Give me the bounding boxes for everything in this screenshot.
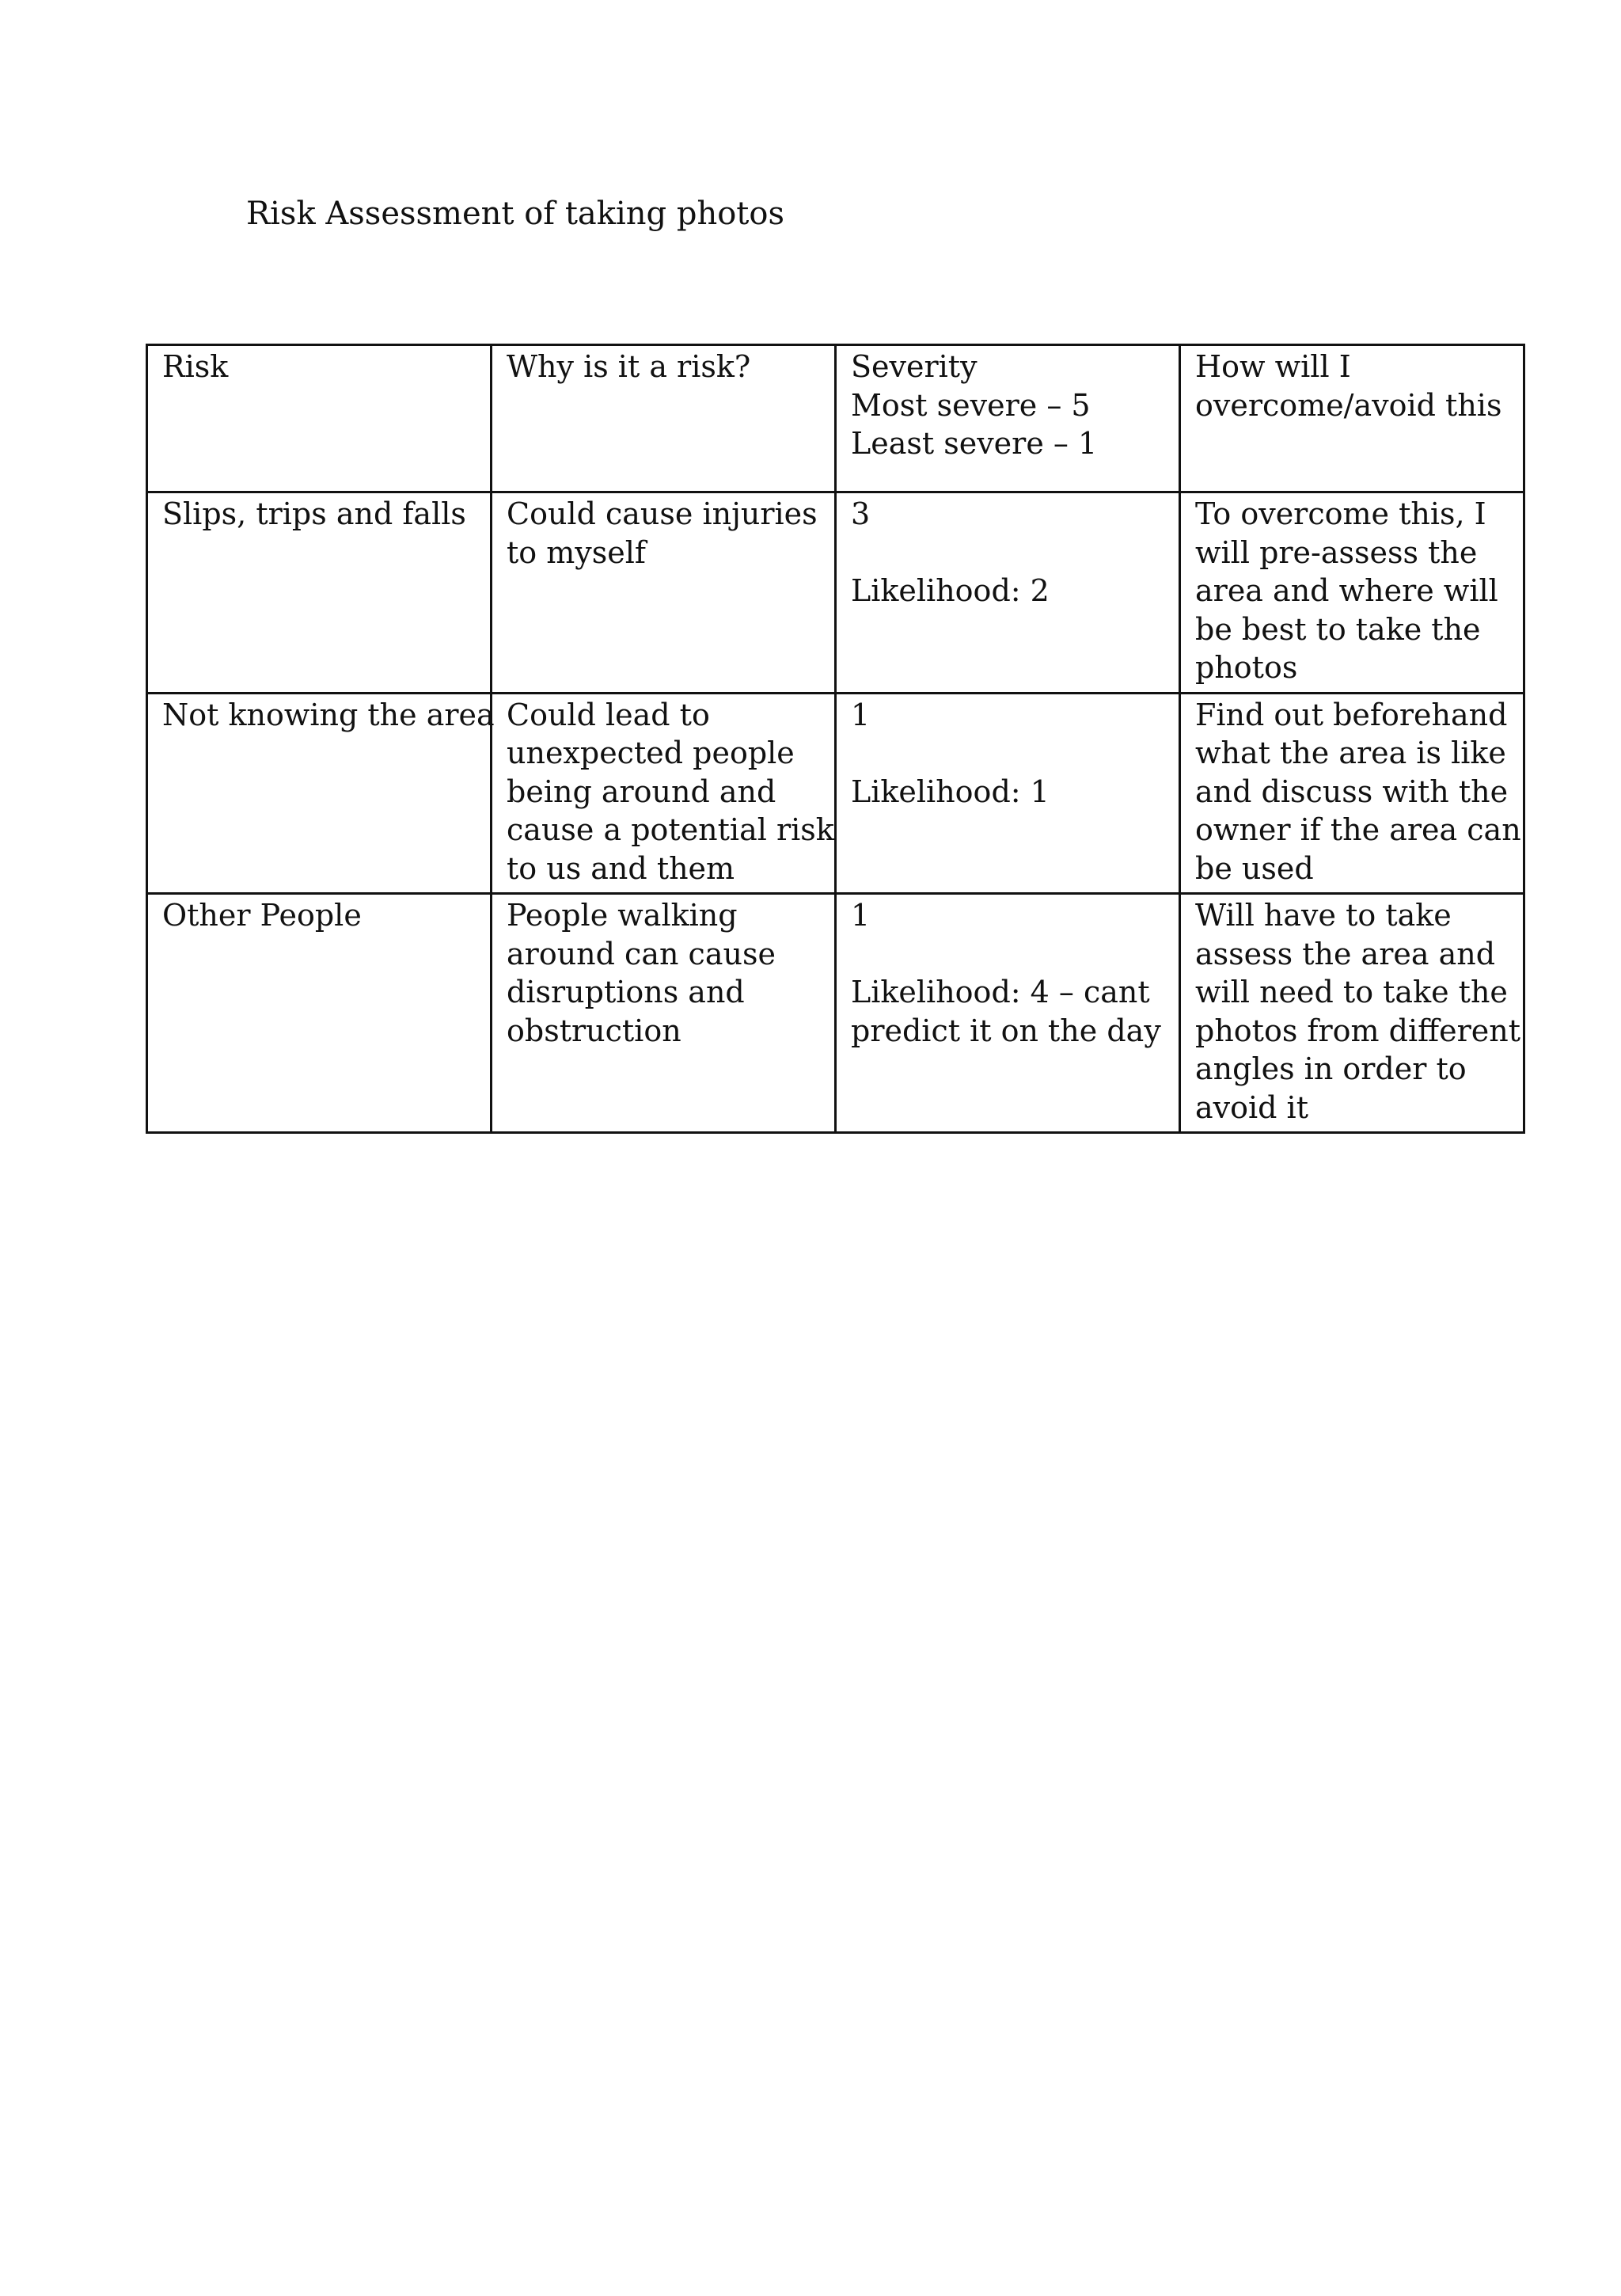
table-row	[147, 492, 1524, 694]
cell-overcome: To overcome this, I will pre-assess the area and where will be best to take the photos	[1180, 492, 1524, 694]
cell-why: People walking around can cause disruptions and obstruction	[492, 894, 836, 1133]
cell-risk: Not knowing the area	[147, 693, 492, 894]
cell-severity: 1 Likelihood: 4 – cant predict it on the day	[836, 894, 1180, 1133]
cell-severity: 1 Likelihood: 1	[836, 693, 1180, 894]
header-overcome: How will I overcome/avoid this	[1180, 345, 1524, 492]
header-why: Why is it a risk?	[492, 345, 836, 492]
cell-risk: Other People	[147, 894, 492, 1133]
cell-overcome: Will have to take assess the area and will need to take the photos from different angles in order to avoid it	[1180, 894, 1524, 1133]
page-title: Risk Assessment of taking photos	[246, 196, 784, 232]
cell-why: Could cause injuries to myself	[492, 492, 836, 694]
cell-overcome: Find out beforehand what the area is like and discuss with the owner if the area can be used	[1180, 693, 1524, 894]
table-header-row	[147, 345, 1524, 492]
header-severity: Severity Most severe – 5 Least severe – 1	[836, 345, 1180, 492]
table-row	[147, 693, 1524, 894]
cell-why: Could lead to unexpected people being around and cause a potential risk to us and them	[492, 693, 836, 894]
table-row	[147, 894, 1524, 1133]
cell-severity: 3 Likelihood: 2	[836, 492, 1180, 694]
header-risk: Risk	[147, 345, 492, 492]
risk-assessment-table	[146, 344, 1525, 1134]
cell-risk: Slips, trips and falls	[147, 492, 492, 694]
